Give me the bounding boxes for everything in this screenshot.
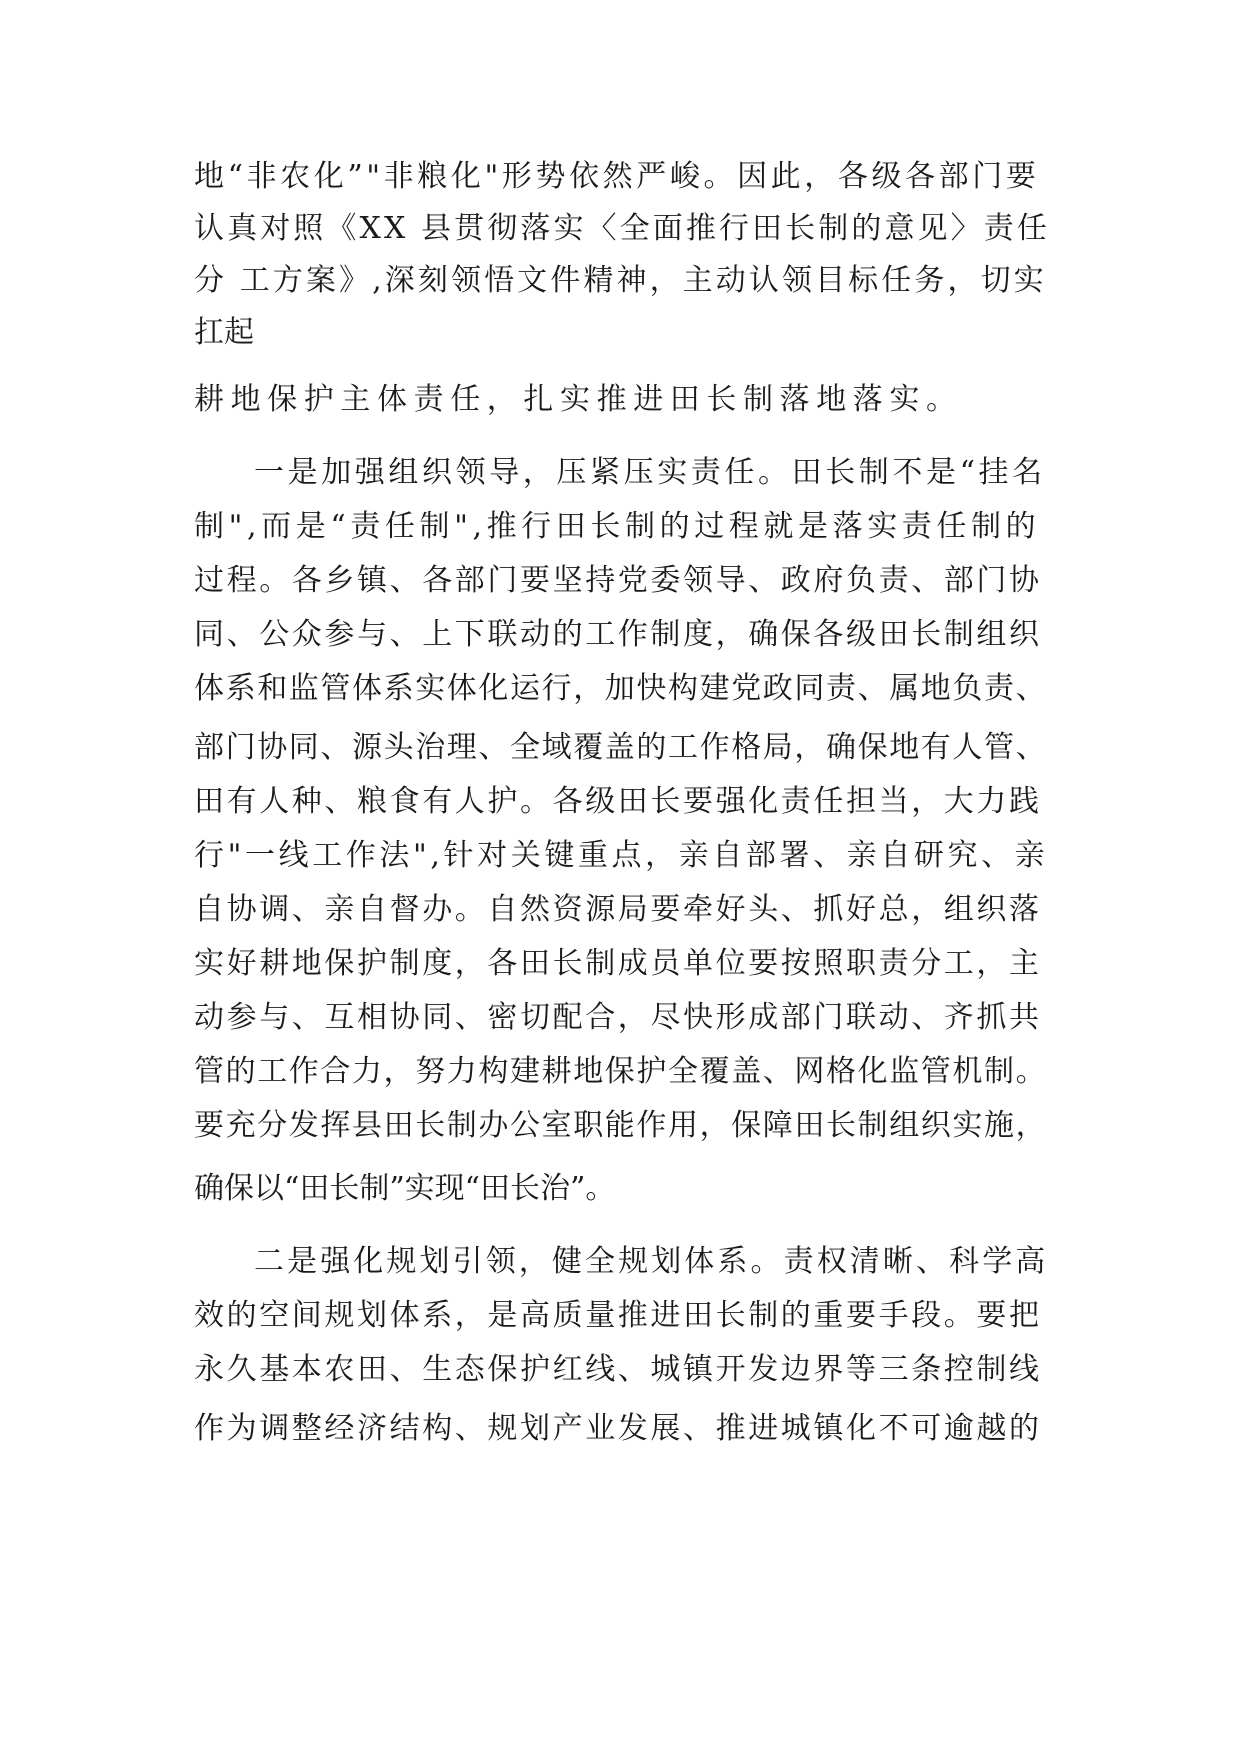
text-line: 同、公众参与、上下联动的工作制度，确保各级田长制组织 — [194, 617, 1042, 652]
text-line: 效的空间规划体系，是高质量推进田长制的重要手段。要把 — [194, 1298, 1042, 1333]
paragraph-first-line: 二是强化规划引领，健全规划体系。责权清晰、科学高 — [254, 1244, 1049, 1279]
text-line: 体系和监管体系实体化运行，加快构建党政同责、属地负责、 — [194, 671, 1048, 706]
text-line: 田有人种、粮食有人护。各级田长要强化责任担当，大力践 — [194, 784, 1042, 819]
text-line: 行"一线工作法",针对关键重点，亲自部署、亲自研究、亲 — [194, 838, 1049, 873]
text-line: 地“非农化”"非粮化"形势依然严峻。因此，各级各部门要 — [194, 159, 1040, 194]
text-line: 动参与、互相协同、密切配合，尽快形成部门联动、齐抓共 — [194, 1000, 1042, 1035]
text-line: 部门协同、源头治理、全域覆盖的工作格局，确保地有人管、 — [194, 730, 1048, 765]
text-line: 过程。各乡镇、各部门要坚持党委领导、政府负责、部门协 — [194, 563, 1042, 598]
text-line: 耕地保护主体责任，扎实推进田长制落地落实。 — [194, 382, 963, 417]
text-line: 实好耕地保护制度，各田长制成员单位要按照职责分工，主 — [194, 946, 1042, 981]
text-line: 制",而是“责任制",推行田长制的过程就是落实责任制的 — [194, 509, 1041, 544]
text-line: 管的工作合力，努力构建耕地保护全覆盖、网格化监管机制。 — [194, 1054, 1048, 1089]
text-line: 确保以“田长制”实现“田长治”。 — [194, 1171, 616, 1206]
text-line: 要充分发挥县田长制办公室职能作用，保障田长制组织实施， — [194, 1108, 1048, 1143]
text-line: 扛起 — [194, 315, 254, 350]
text-line: 自协调、亲自督办。自然资源局要牵好头、抓好总，组织落 — [194, 892, 1042, 927]
text-line: 分 工方案》,深刻领悟文件精神，主动认领目标任务，切实 — [194, 263, 1047, 298]
text-line: 认真对照《XX 县贯彻落实〈全面推行田长制的意见〉责任 — [194, 211, 1050, 246]
text-line: 永久基本农田、生态保护红线、城镇开发边界等三条控制线 — [194, 1352, 1042, 1387]
paragraph-first-line: 一是加强组织领导，压紧压实责任。田长制不是“挂名 — [254, 455, 1046, 490]
text-line: 作为调整经济结构、规划产业发展、推进城镇化不可逾越的 — [194, 1411, 1042, 1446]
